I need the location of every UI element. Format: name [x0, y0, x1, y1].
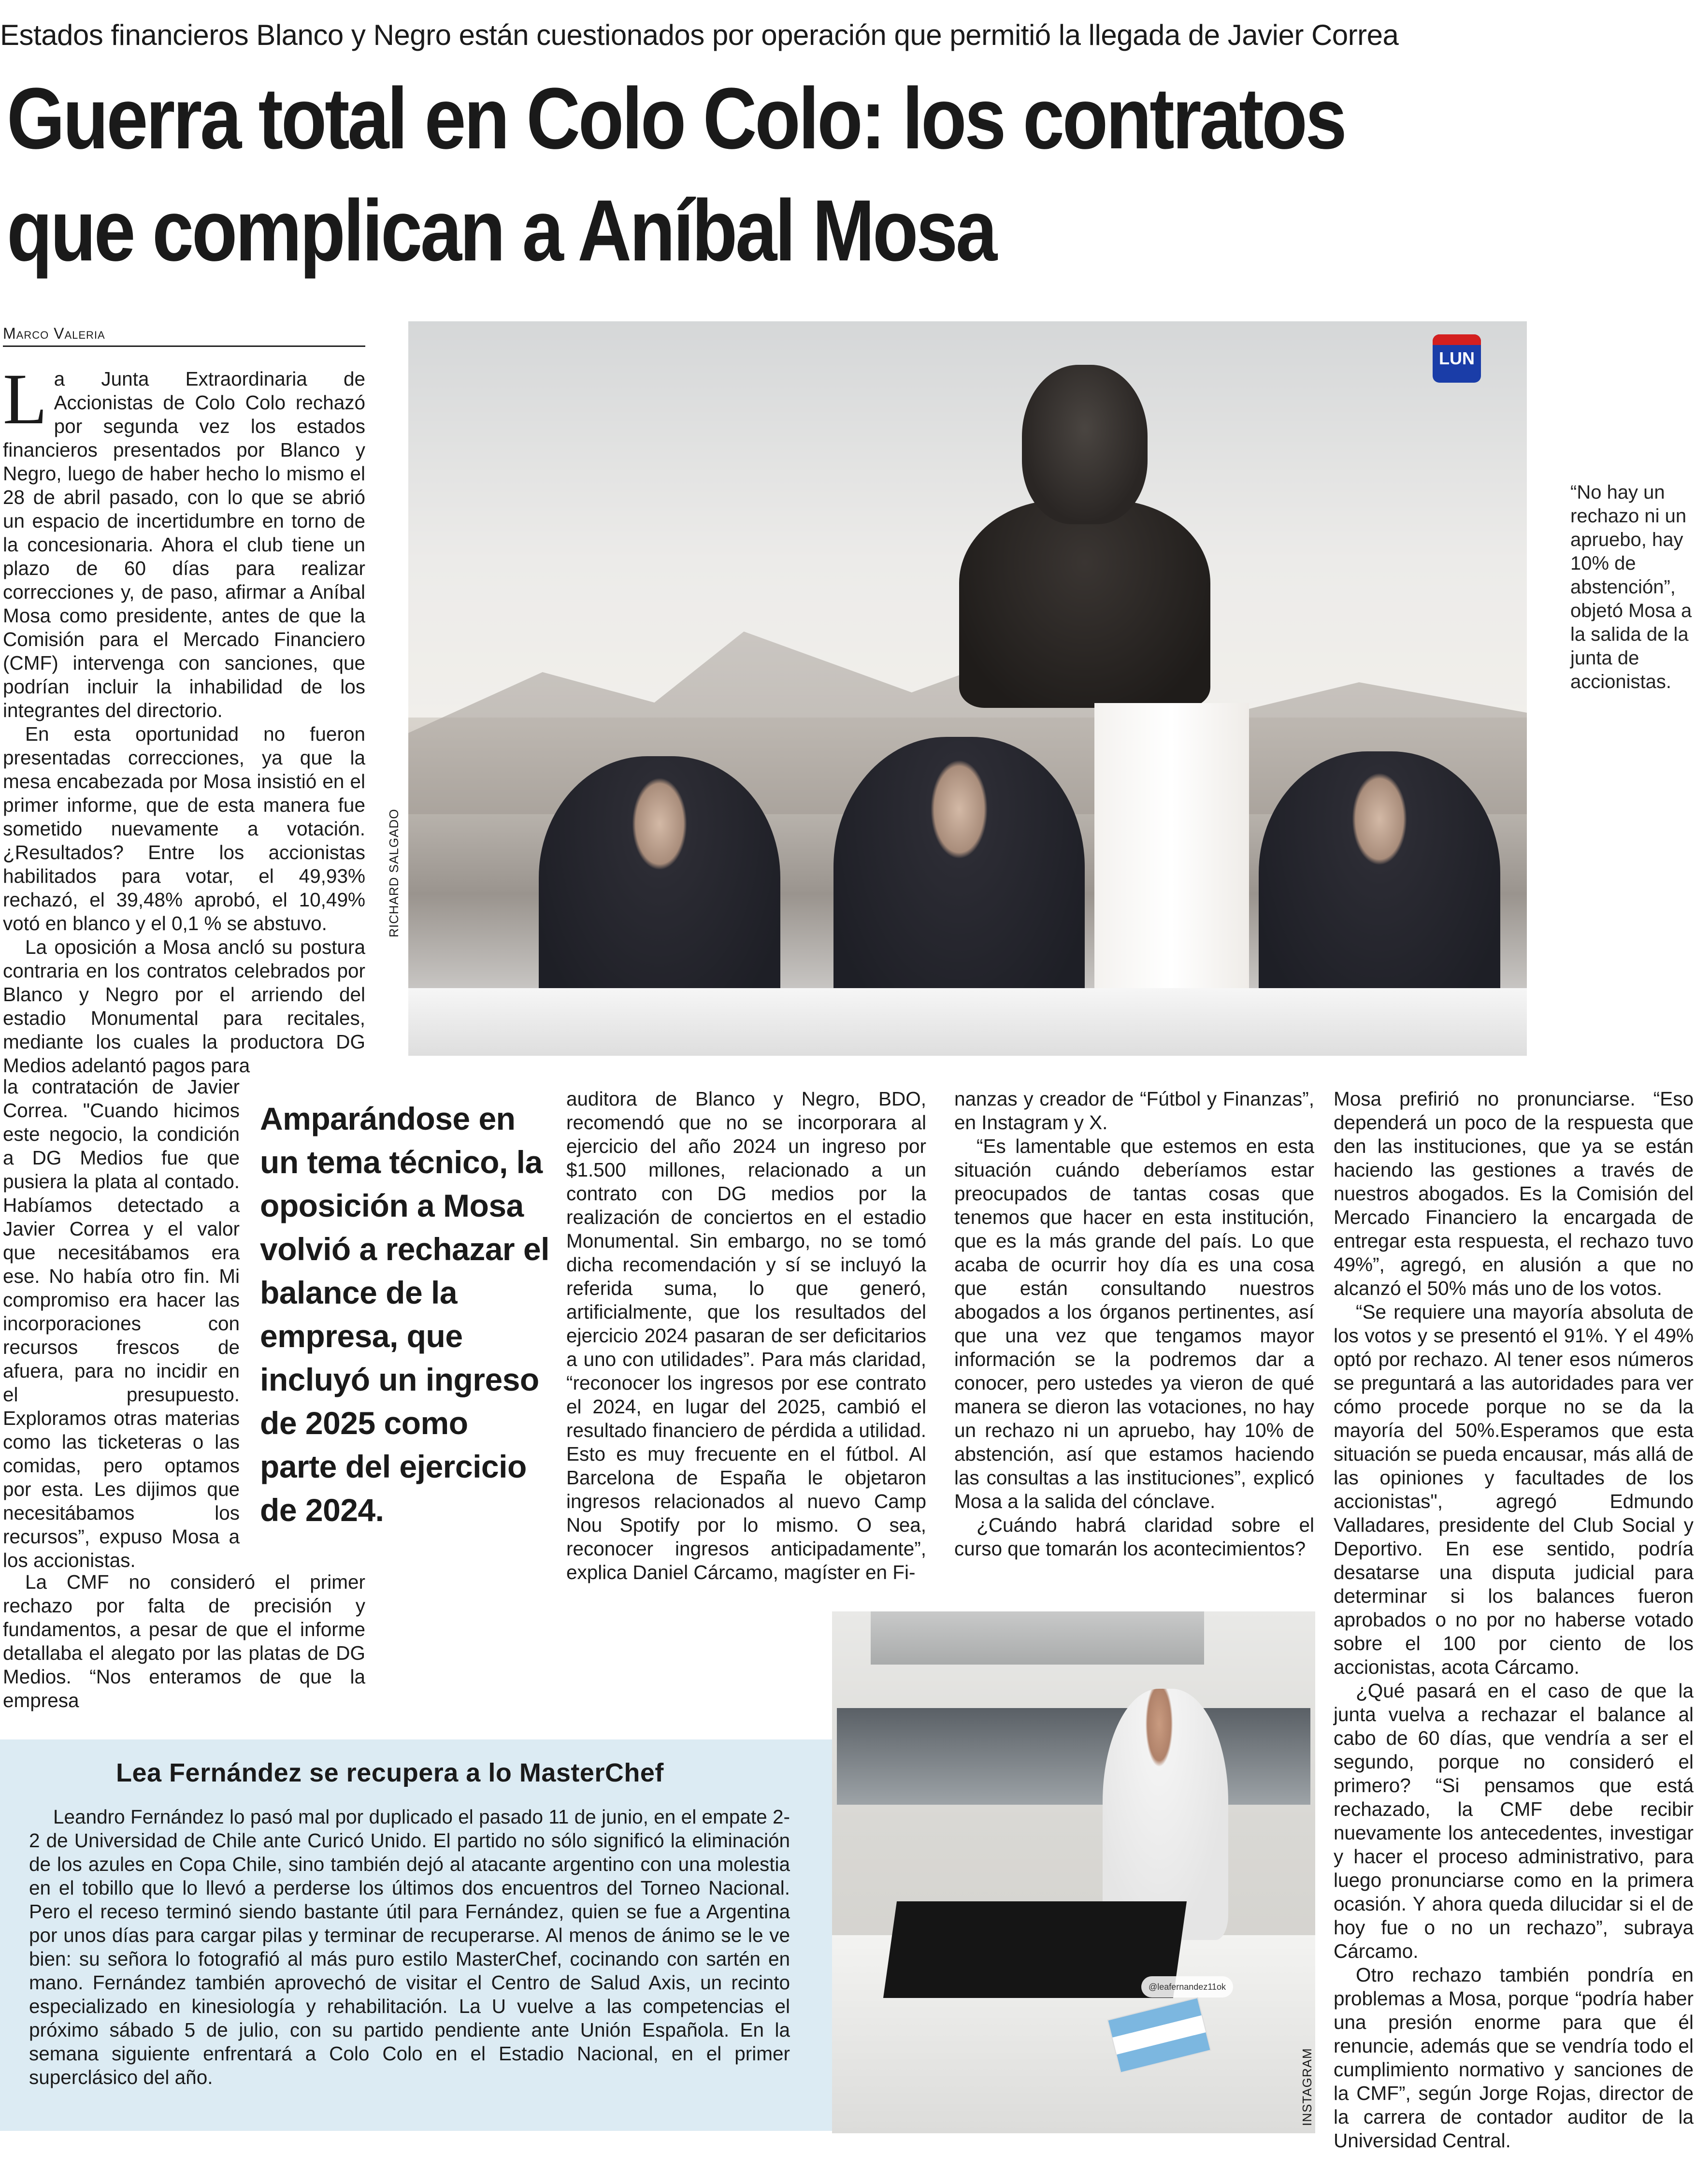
article-paragraph: “Se requiere una mayoría absoluta de los votos y se presentó el 91%. Y el 49% optó por rechazo. Al tener esos números se preguntará a las autoridades para ver cómo procede porque no se da la mayoría del 50%.Esperamos que esta situación se pueda encausar, más allá de las opiniones y facultades de los accionistas", agregó Edmundo Valladares, presidente del Club Social y Deportivo. En ese sentido, podría desatarse una disputa judicial para determinar si los balances fueron aprobados o no por no haberse votado sobre el 100 por ciento de los accionistas, acota Cárcamo.: [1334, 1301, 1694, 1678]
article-paragraph: En esta oportunidad no fueron presentadas correcciones, ya que la mesa encabezada por Mosa insistió en el primer informe, que de esta manera fue sometido nuevamente a votación. ¿Resultados? Entre los accionistas habilitados para votar, el 49,93% rechazó, el 39,48% aprobó, el 10,49% votó en blanco y el 0,1 % se abstuvo.: [3, 723, 365, 934]
article-paragraph: Otro rechazo también pondría en problemas a Mosa, porque “podría haber una presión enorme para que él renuncie, además que se vendría todo el cumplimiento normativo y sanciones de la CMF”, según Jorge Rojas, director de la carrera de contador auditor de la Universidad Central.: [1334, 1964, 1694, 2152]
headline-line-1: Guerra total en Colo Colo: los contratos: [7, 70, 1345, 167]
photo-window: [837, 1708, 1310, 1805]
photo-person-left: [539, 756, 780, 1027]
article-paragraph: la contratación de Javier Correa. "Cuando hicimos este negocio, la condición a DG Medios fue que pusiera la plata al contado. Habíamos detectado a Javier Correa y el valor que necesitábamos era ese. No había otro fin. Mi compromiso era hacer las incorporaciones con recursos frescos de afuera, para no incidir en el presupuesto. Exploramos otras materias como las ticketeras o las comidas, pero optamos por esta. Les dijimos que necesitábamos los recursos”, expuso Mosa a los accionistas.: [3, 1076, 240, 1571]
photo-bust-head: [1022, 365, 1148, 524]
photo-credit-instagram: INSTAGRAM: [1300, 2048, 1314, 2126]
headline: [7, 63, 1669, 287]
article-column-4: [954, 1087, 1314, 1561]
article-paragraph: ¿Cuándo habrá claridad sobre el curso que tomarán los acontecimientos?: [954, 1514, 1314, 1560]
photo-stove: [883, 1901, 1187, 1998]
photo-table: [408, 988, 1527, 1056]
article-paragraph: nanzas y creador de “Fútbol y Finanzas”, en Instagram y X.: [954, 1088, 1314, 1134]
sidebar-title: Lea Fernández se recupera a lo MasterChef: [116, 1758, 664, 1787]
photo-person-center: [833, 737, 1085, 1027]
lun-logo: LUN: [1433, 334, 1481, 383]
drop-cap: L: [3, 359, 47, 439]
article-paragraph: La oposición a Mosa ancló su postura contraria en los contratos celebrados por Blanco y Negro por el arriendo del estadio Monumental para recitales, mediante los cuales la productora DG Medios adelantó pagos para: [3, 936, 365, 1077]
kitchen-photo: [832, 1611, 1315, 2133]
photo-credit: RICHARD SALGADO: [387, 808, 401, 937]
byline: Marco Valeria: [3, 325, 365, 347]
photo-bust: [959, 500, 1210, 708]
sidebar-body: [29, 1805, 790, 2089]
headline-line-2: que complican a Aníbal Mosa: [7, 182, 995, 279]
article-paragraph: ¿Qué pasará en el caso de que la junta vuelva a rechazar el balance al cabo de 60 días, que vendría a ser el segundo, porque no consideró el primero? “Si pensamos que está rechazado, la CMF debe recibir nuevamente los antecedentes, investigar y hacer el proceso administrativo, para luego pronunciarse como en la primera ocasión. Y ahora queda dilucidar si el de hoy fue o no un rechazo”, subraya Cárcamo.: [1334, 1680, 1694, 1962]
sidebar-paragraph: Leandro Fernández lo pasó mal por duplicado el pasado 11 de junio, en el empate 2-2 de Universidad de Chile ante Curicó Unido. El partido no sólo significó la eliminación de los azules en Copa Chile, sino también dejó al atacante argentino con una molestia en el tobillo que lo llevó a perderse los últimos dos encuentros del Torneo Nacional. Pero el receso terminó siendo bastante útil para Fernández, quien se fue a Argentina por unos días para cargar pilas y terminar de recuperarse. Al menos de ánimo se le ve bien: su señora lo fotografió al más puro estilo MasterChef, cocinando con sartén en mano. Fernández también aprovechó de visitar el Centro de Salud Axis, un recinto especializado en kinesiología y rehabilitación. La U vuelve a las competencias el próximo sábado 5 de julio, con su partido pendiente ante Unión Española. En la semana siguiente enfrentará a Colo Colo en el Estadio Nacional, en el primer superclásico del año.: [29, 1806, 790, 2088]
paragraph-text: a Junta Extraordinaria de Accionistas de Colo Colo rechazó por segunda vez los estados financieros presentados por Blanco y Negro, luego de haber hecho lo mismo el 28 de abril pasado, con lo que se abrió un espacio de incertidumbre en torno de la concesionaria. Ahora el club tiene un plazo de 60 días para realizar correcciones y, de paso, afirmar a Aníbal Mosa como presidente, antes de que la Comisión para el Mercado Financiero (CMF) intervenga con sanciones, que podrían incluir la inhabilidad de los integrantes del directorio.: [3, 368, 365, 721]
photo-range-hood: [871, 1611, 1204, 1665]
article-column-5: [1334, 1087, 1694, 2153]
article-paragraph: Mosa prefirió no pronunciarse. “Eso dependerá un poco de la respuesta que den las instituciones, que ya se están haciendo las gestiones a través de nuestros abogados. Es la Comisión del Mercado Financiero la encargada de entregar esta respuesta, el rechazo tuvo 49%”, agregó, en alusión a que no alcanzó el 50% más uno de los votos.: [1334, 1088, 1694, 1299]
pull-quote: Amparándose en un tema técnico, la oposición a Mosa volvió a rechazar el balance de la empresa, que incluyó un ingreso de 2025 como parte del ejercicio de 2024.: [260, 1101, 549, 1528]
photo-person-right: [1259, 751, 1500, 1022]
article-paragraph: La CMF no consideró el primer rechazo por falta de precisión y fundamentos, a pesar de que el informe detallaba el alegato por las platas de DG Medios. “Nos enteramos de que la empresa: [3, 1571, 365, 1711]
article-paragraph: auditora de Blanco y Negro, BDO, recomendó que no se incorporara al ejercicio del año 2024 un ingreso por $1.500 millones, relacionado a un contrato con DG medios por la realización de conciertos en el estadio Monumental. Sin embargo, no se tomó dicha recomendación y sí se incluyó la referida suma, lo que generó, artificialmente, que los resultados del ejercicio 2024 pasaran de ser deficitarios a uno con utilidades”. Para más claridad, “reconocer los ingresos por ese contrato el 2024, en lugar del 2025, cambió el resultado financiero de pérdida a utilidad. Esto es muy frecuente en el fútbol. Al Barcelona de España le objetaron ingresos relacionados al nuevo Camp Nou Spotify por lo mismo. O sea, reconocer ingresos anticipadamente”, explica Daniel Cárcamo, magíster en Fi-: [566, 1088, 926, 1583]
article-column-3: [566, 1087, 926, 1584]
article-paragraph: “Es lamentable que estemos en esta situación cuándo deberíamos estar preocupados de tantas cosas que tenemos que hacer en esta institución, que es la más grande del país. Lo que acaba de ocurrir hoy día es una cosa que están consultando nuestros abogados a los órganos pertinentes, así que una vez que tengamos mayor información se la podremos dar a conocer, pero ustedes ya vieron de qué manera se dieron las votaciones, no hay un rechazo ni un apruebo, hay 10% de abstención, así que estamos haciendo las consultas a las instituciones”, explicó Mosa a la salida del cónclave.: [954, 1135, 1314, 1512]
kicker: Estados financieros Blanco y Negro están cuestionados por operación que permitió la llegada de Javier Correa: [0, 19, 1399, 51]
photo-caption: “No hay un rechazo ni un apruebo, hay 10% de abstención”, objetó Mosa a la salida de la junta de accionistas.: [1570, 482, 1692, 692]
article-paragraph: [3, 359, 365, 722]
main-photo: [408, 321, 1527, 1056]
instagram-tag: @leafernandez11ok: [1141, 1976, 1233, 1997]
article-column-1-bottom: [3, 1570, 365, 1712]
article-column-1: [3, 359, 365, 1078]
article-column-1-lower: [3, 1075, 240, 1572]
